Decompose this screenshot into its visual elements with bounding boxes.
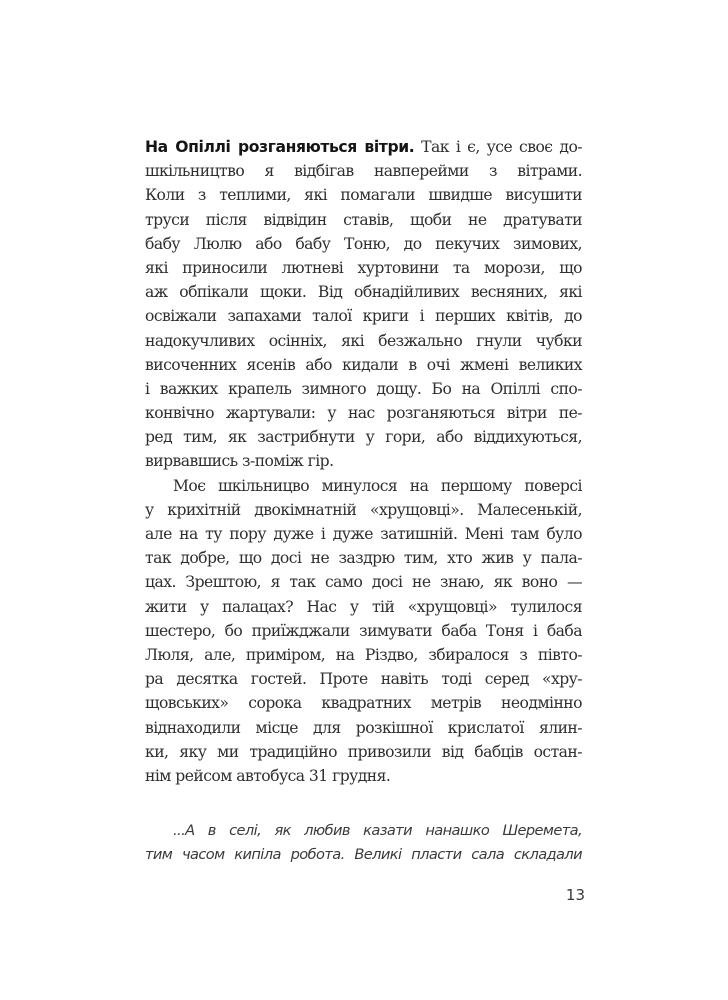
italic-excerpt bbox=[145, 819, 582, 867]
text-line: і важких крапель зимного дощу. Бо на Опіллі спо- bbox=[145, 379, 582, 398]
text-line: віднаходили місце для розкішної крислатої ялин- bbox=[145, 718, 582, 737]
text-line: так добре, що досі не заздрю тим, хто жив у пала- bbox=[145, 549, 582, 568]
text-line: ред тим, як застрибнути у гори, або віддихуються, bbox=[145, 428, 582, 447]
text-line: ра десятка гостей. Проте навіть тоді серед «хру- bbox=[145, 670, 582, 689]
text-line: труси після відвідин ставів, щоби не дратувати bbox=[145, 210, 582, 229]
text-line: ки, яку ми традиційно привозили від бабців остан- bbox=[145, 742, 582, 761]
text-line: Коли з теплими, які помагали швидше висушити bbox=[145, 186, 582, 205]
text-line: надокучливих осінніх, які безжально гнули чубки bbox=[145, 331, 582, 350]
text-line: аж обпікали щоки. Від обнадійливих весняних, які bbox=[145, 283, 582, 302]
text-line: конвічно жартували: у нас розганяються вітри пе- bbox=[145, 404, 582, 423]
text-line: вирвавшись з-поміж гір. bbox=[145, 452, 334, 471]
text-line: але на ту пору дуже і дуже затишній. Мені там було bbox=[145, 525, 582, 543]
text-line: шкільництво я відбігав навперейми з вітрами. bbox=[145, 162, 582, 181]
text-line: цах. Зрештою, я так само досі не знаю, як воно — bbox=[145, 573, 582, 592]
quote-line: ...А в селі, як любив казати нанашко Шеремета, bbox=[173, 822, 582, 839]
text-line: бабу Люлю або бабу Тоню, до пекучих зимових, bbox=[145, 234, 582, 253]
quote-line: тим часом кипіла робота. Великі пласти сала складали bbox=[145, 846, 582, 864]
text-line: шестеро, бо приїжджали зимувати баба Тоня і баба bbox=[145, 621, 582, 640]
text-line: височенних ясенів або кидали в очі жмені великих bbox=[145, 355, 582, 374]
page-number: 13 bbox=[565, 886, 585, 904]
main-text bbox=[145, 135, 582, 788]
text-line: у крихітній двокімнатній «хрущовці». Малесенькій, bbox=[145, 500, 582, 519]
text-line: які приносили лютневі хуртовини та морози, що bbox=[145, 258, 582, 277]
lead-in-heading: На Опіллі розганяються вітри. bbox=[145, 138, 415, 156]
text-line: освіжали запахами талої криги і перших квітів, до bbox=[145, 307, 582, 326]
text-line: Люля, але, приміром, на Різдво, збиралося з півто- bbox=[145, 645, 582, 664]
text-line: жити у палацах? Нас у тій «хрущовці» тулилося bbox=[145, 597, 582, 616]
text-line: На Опіллі розганяються вітри. Так і є, усе своє до- bbox=[145, 138, 582, 156]
text-line: Моє шкільницво минулося на першому поверсі bbox=[173, 476, 582, 495]
text-line: нім рейсом автобуса 31 грудня. bbox=[145, 766, 391, 785]
text-line: щовських» сорока квадратних метрів неодмінно bbox=[145, 694, 582, 713]
